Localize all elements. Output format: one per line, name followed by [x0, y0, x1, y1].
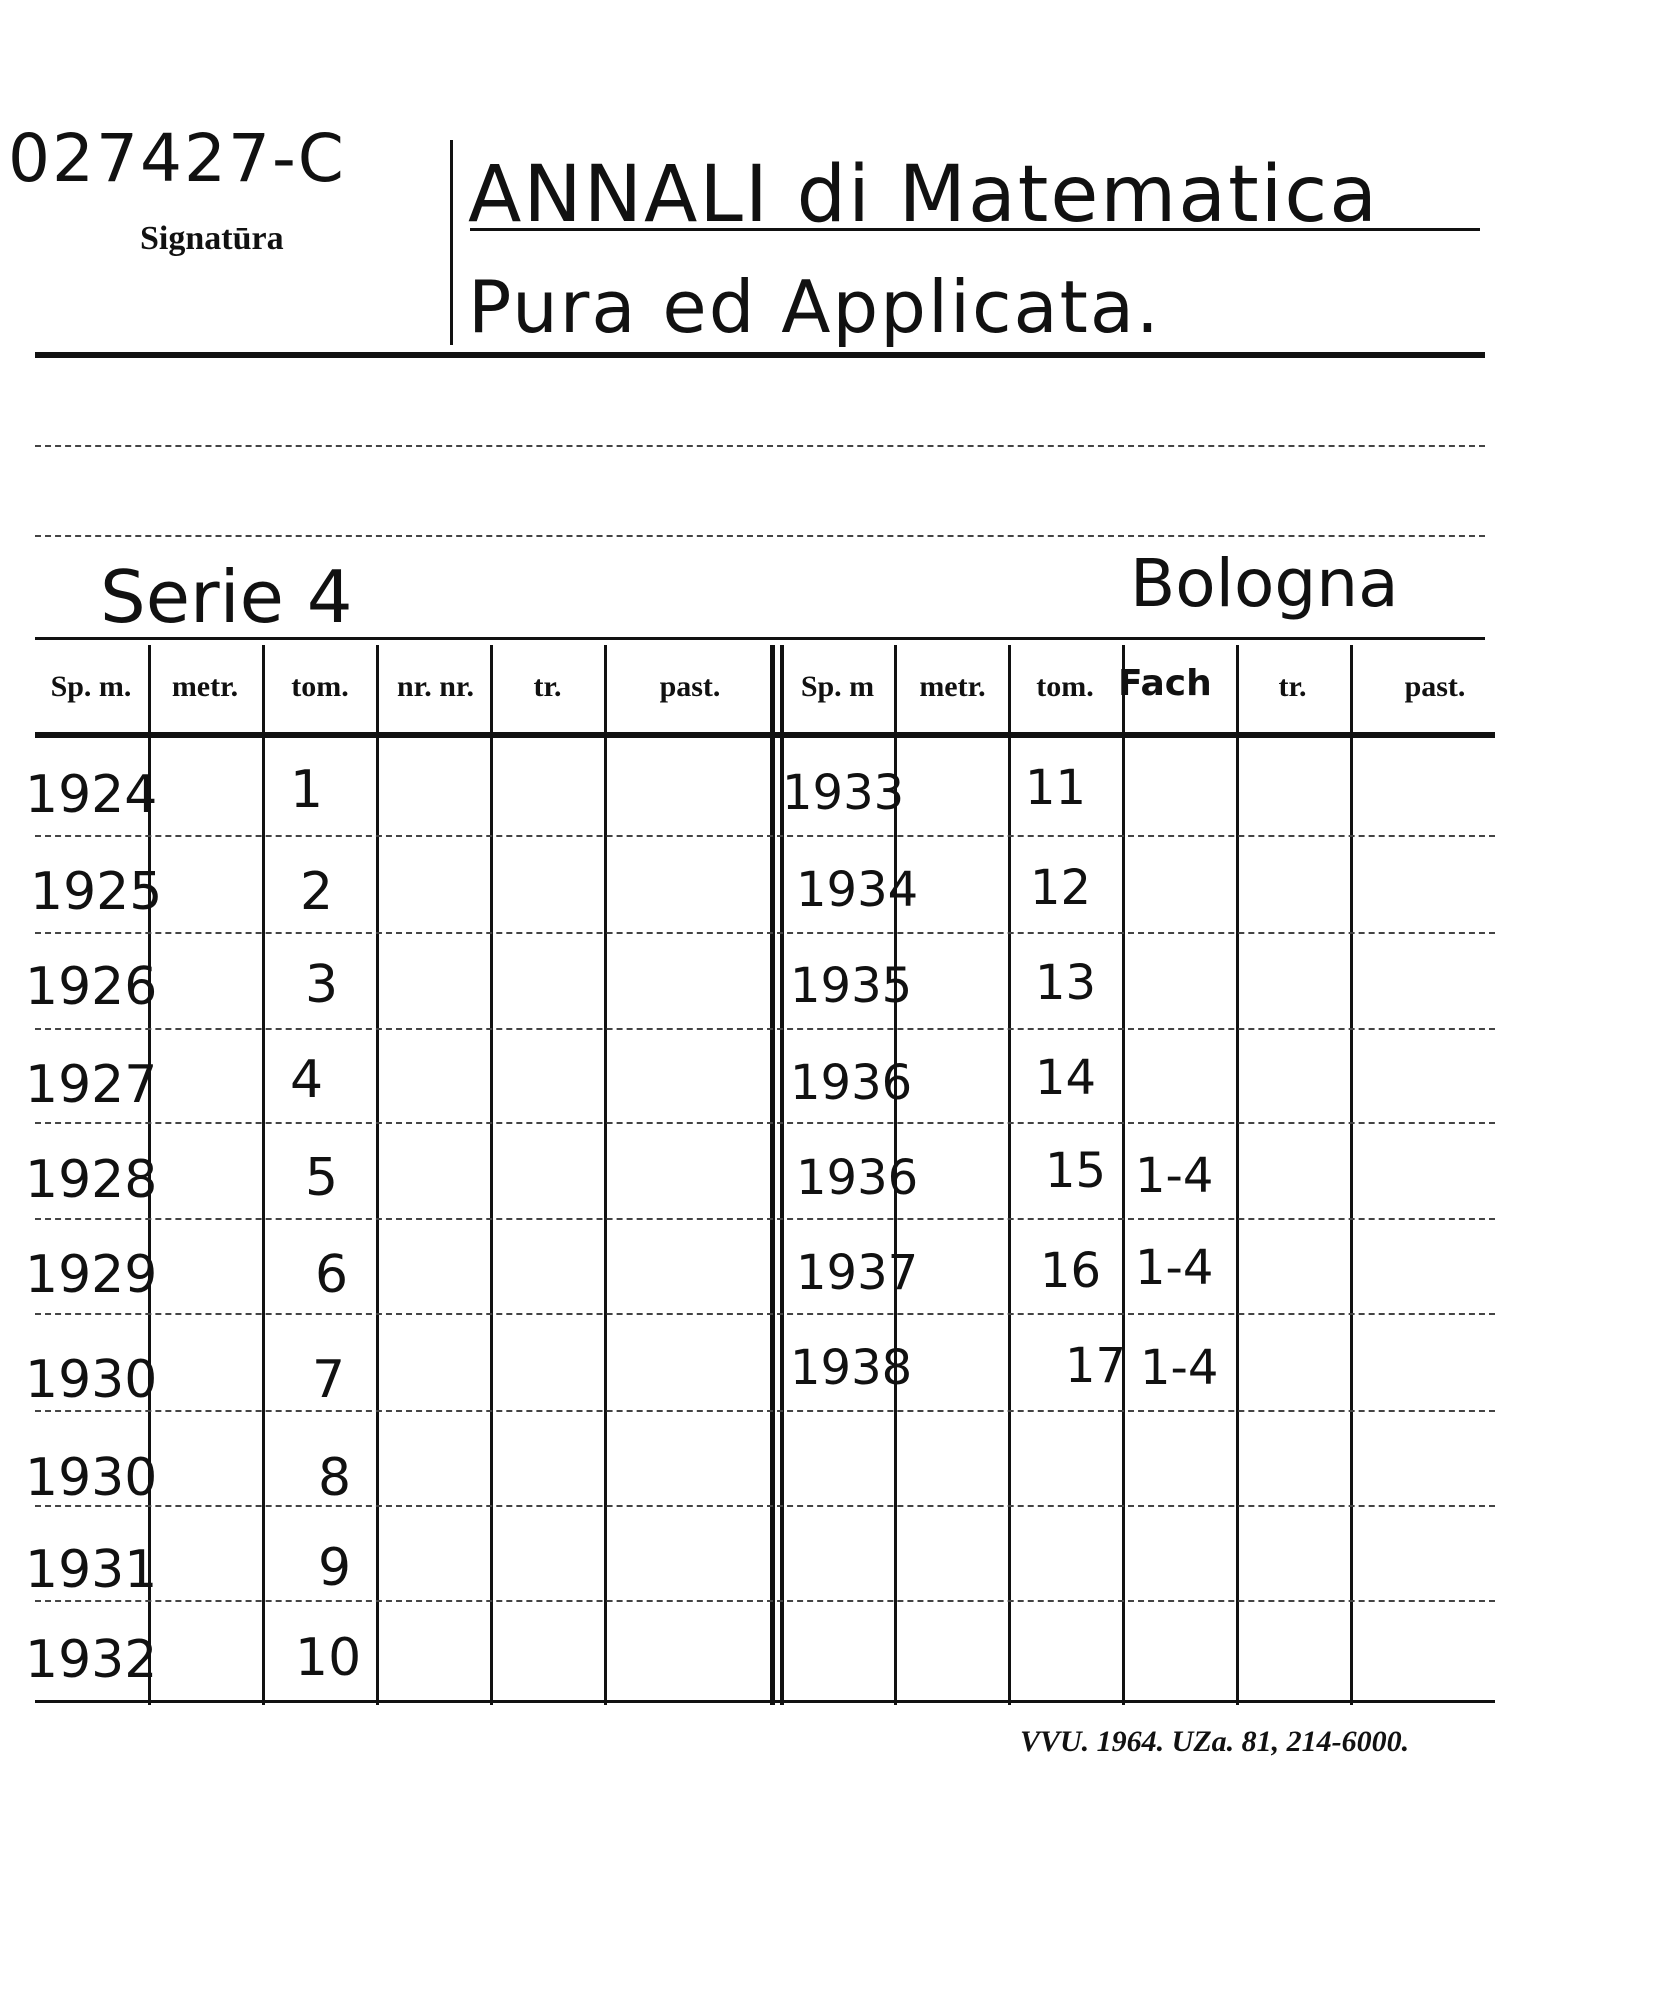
right-row-6-tom: 16: [1040, 1243, 1102, 1299]
row-rule: [35, 932, 1495, 934]
right-row-2-year: 1934: [796, 862, 919, 918]
blank-rule-2: [35, 535, 1485, 537]
right-row-3-year: 1935: [790, 958, 913, 1014]
title-line-2: Pura ed Applicata.: [468, 265, 1161, 349]
col-line-double-1: [770, 645, 775, 1705]
left-row-2-tom: 2: [300, 862, 334, 922]
col-line: [604, 645, 607, 1705]
col-line: [1008, 645, 1011, 1705]
row-rule: [35, 1028, 1495, 1030]
header-tom-right: tom.: [1036, 670, 1094, 703]
header-bottom-table-rule: [35, 732, 1495, 738]
left-row-5-year: 1928: [25, 1150, 158, 1210]
header-past-right: past.: [1404, 670, 1466, 703]
blank-rule-1: [35, 445, 1485, 447]
row-rule: [35, 1505, 1495, 1507]
row-rule: [35, 1410, 1495, 1412]
left-row-1-tom: 1: [290, 760, 324, 820]
row-rule: [35, 1313, 1495, 1315]
right-row-7-year: 1938: [790, 1340, 913, 1396]
right-row-7-nr: 1-4: [1140, 1340, 1219, 1396]
right-row-3-tom: 13: [1035, 955, 1097, 1011]
right-row-2-tom: 12: [1030, 860, 1092, 916]
header-metr-left: metr.: [171, 670, 239, 703]
col-line: [1122, 645, 1125, 1705]
right-row-6-year: 1937: [796, 1245, 919, 1301]
right-row-4-tom: 14: [1035, 1050, 1097, 1106]
header-metr-right: metr.: [919, 670, 986, 703]
row-rule: [35, 1600, 1495, 1602]
col-line: [490, 645, 493, 1705]
place-label: Bologna: [1130, 545, 1399, 622]
left-row-10-tom: 10: [295, 1628, 362, 1688]
serie-label: Serie 4: [100, 555, 353, 639]
right-row-5-year: 1936: [796, 1150, 919, 1206]
left-row-3-year: 1926: [25, 957, 158, 1017]
left-row-4-tom: 4: [290, 1050, 324, 1110]
row-rule: [35, 835, 1495, 837]
right-row-5-tom: 15: [1045, 1143, 1107, 1199]
left-row-7-tom: 7: [312, 1350, 346, 1410]
header-tr-left: tr.: [533, 670, 562, 703]
header-sp-m-left: Sp. m.: [50, 670, 132, 703]
left-row-2-year: 1925: [30, 862, 163, 922]
row-rule: [35, 1122, 1495, 1124]
right-row-4-year: 1936: [790, 1055, 913, 1111]
left-row-10-year: 1932: [25, 1630, 158, 1690]
header-tom-left: tom.: [291, 670, 349, 703]
left-row-3-tom: 3: [305, 955, 339, 1015]
col-line: [376, 645, 379, 1705]
col-line: [262, 645, 265, 1705]
right-row-7-tom: 17: [1065, 1338, 1127, 1394]
left-row-8-year: 1930: [25, 1448, 158, 1508]
left-row-6-tom: 6: [315, 1245, 349, 1305]
row-rule: [35, 1218, 1495, 1220]
table-bottom-rule: [35, 1700, 1495, 1703]
header-bottom-rule: [35, 352, 1485, 358]
right-row-5-nr: 1-4: [1135, 1148, 1214, 1204]
col-line: [1350, 645, 1353, 1705]
signature-label: Signatūra: [140, 220, 284, 257]
title-underline-1: [470, 228, 1480, 231]
left-row-8-tom: 8: [318, 1448, 352, 1508]
left-row-6-year: 1929: [25, 1245, 158, 1305]
header-divider: [450, 140, 453, 345]
title-line-1: ANNALI di Matematica: [468, 150, 1380, 240]
left-row-9-year: 1931: [25, 1540, 158, 1600]
right-row-1-year: 1933: [782, 765, 905, 821]
header-sp-m-right: Sp. m: [800, 670, 875, 703]
printer-stamp: VVU. 1964. UZa. 81, 214-6000.: [1020, 1725, 1410, 1758]
right-row-6-nr: 1-4: [1135, 1240, 1214, 1296]
left-row-5-tom: 5: [305, 1148, 339, 1208]
left-row-9-tom: 9: [318, 1538, 352, 1598]
signature-code: 027427-C: [8, 120, 346, 197]
left-row-4-year: 1927: [25, 1055, 158, 1115]
header-past-left: past.: [659, 670, 721, 703]
table-top-rule: [35, 637, 1485, 640]
overwritten-header: Fach: [1118, 663, 1212, 704]
header-nr-left: nr. nr.: [397, 670, 474, 703]
header-tr-right: tr.: [1278, 670, 1307, 703]
left-row-1-year: 1924: [25, 765, 158, 825]
left-row-7-year: 1930: [25, 1350, 158, 1410]
right-row-1-tom: 11: [1025, 760, 1087, 816]
col-line: [1236, 645, 1239, 1705]
